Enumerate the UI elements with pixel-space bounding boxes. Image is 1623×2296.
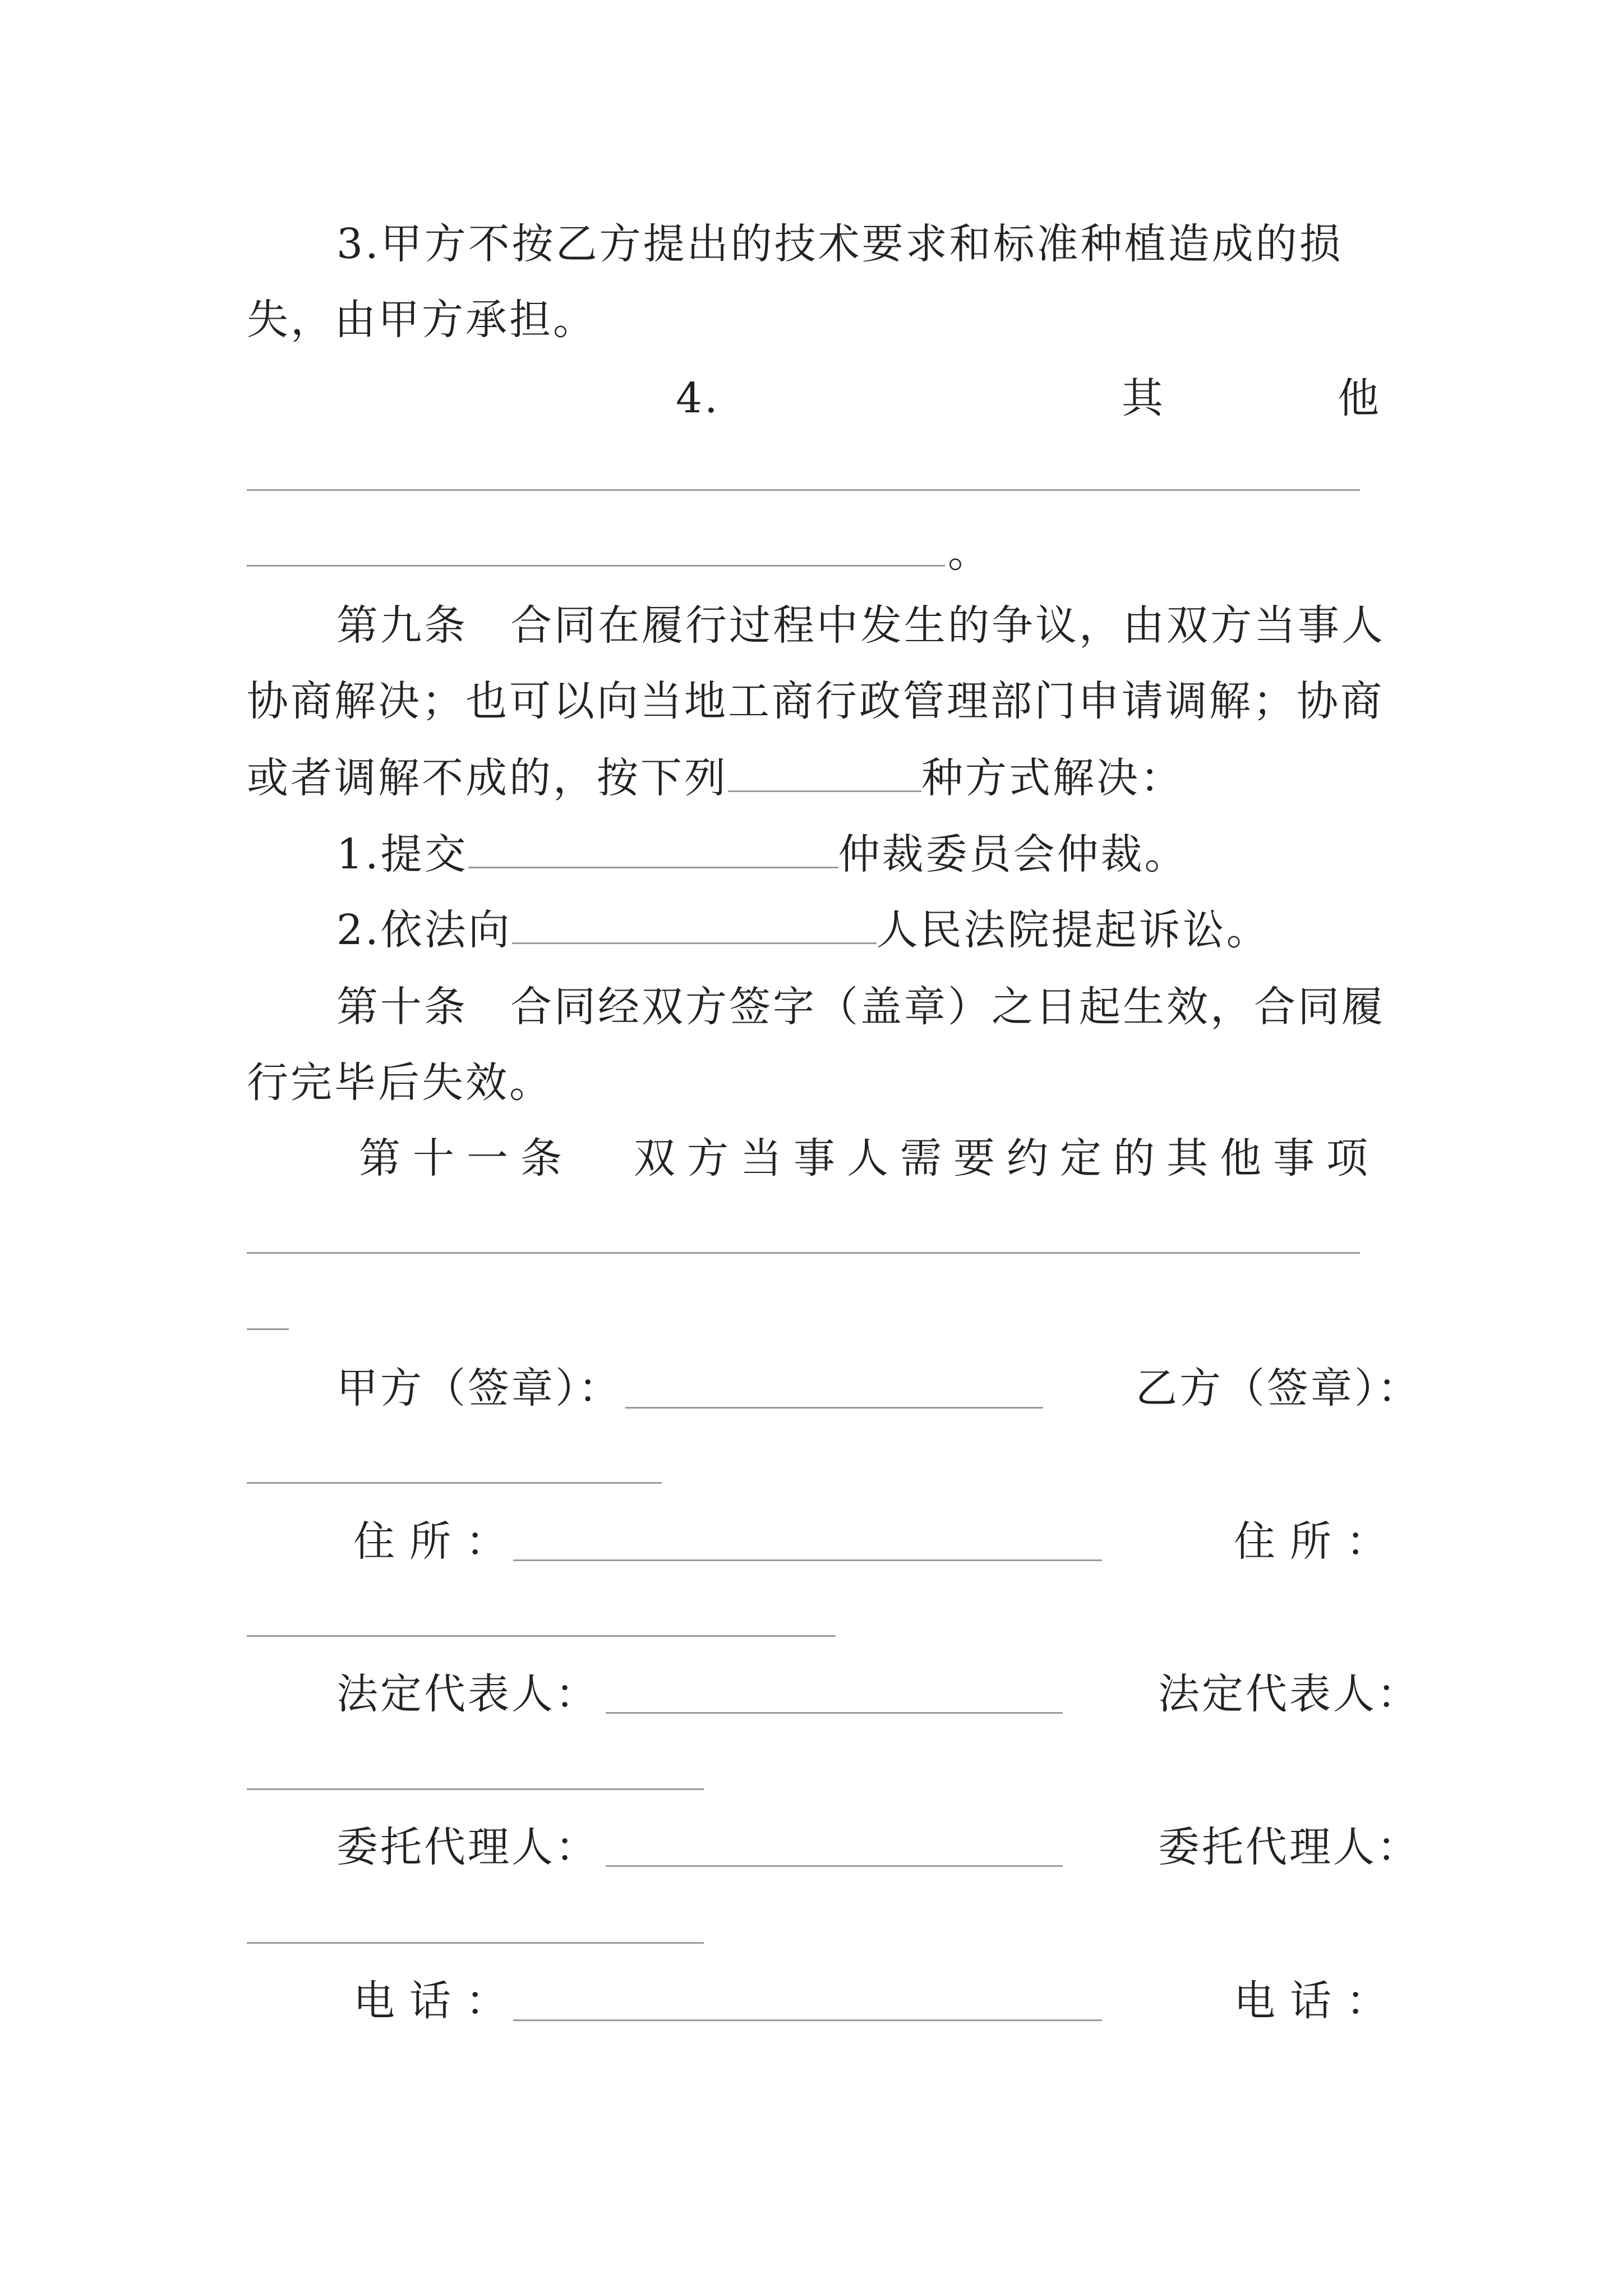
article-10-line-1: 合同经双方签字（盖章）之日起生效，合同履 — [510, 983, 1385, 1031]
article-9-heading: 第九条 — [336, 601, 468, 650]
party-b-seal-field[interactable] — [247, 1482, 662, 1484]
party-a-legal-rep-field[interactable] — [606, 1712, 1063, 1714]
item-4-number: 4. — [676, 374, 720, 422]
party-b-phone-label: 电话： — [1234, 1977, 1402, 2025]
article-9-line-3 — [247, 753, 1184, 803]
party-a-seal-field[interactable] — [625, 1407, 1043, 1409]
article-9-option-2 — [336, 905, 1270, 955]
article-9-line-3-text: 或者调解不成的，按下列 — [247, 754, 728, 802]
party-a-agent-field[interactable] — [606, 1865, 1063, 1867]
article-11-blank-line-1 — [247, 1252, 1360, 1254]
item-3-line-1: 3.甲方不按乙方提出的技术要求和标准种植造成的损 — [336, 220, 1343, 268]
party-a-address-field[interactable] — [513, 1559, 1102, 1561]
item-4-period: 。 — [948, 528, 992, 577]
party-a-phone-field[interactable] — [513, 2019, 1102, 2021]
party-b-address-field[interactable] — [247, 1635, 836, 1637]
article-11-heading: 第十一条 — [359, 1134, 574, 1182]
article-9-line-2: 协商解决；也可以向当地工商行政管理部门申请调解；协商 — [247, 677, 1384, 725]
party-b-address-label: 住所： — [1234, 1517, 1402, 1566]
item-4-word-1: 其 — [1122, 374, 1165, 422]
item-4-word-2: 他 — [1338, 374, 1381, 422]
method-blank[interactable] — [728, 759, 921, 792]
article-10-line-2: 行完毕后失效。 — [247, 1059, 553, 1107]
party-b-legal-rep-field[interactable] — [247, 1788, 704, 1790]
party-b-agent-label: 委托代理人： — [1158, 1823, 1421, 1871]
court-blank[interactable] — [512, 911, 877, 944]
party-a-address-label: 住所： — [353, 1517, 522, 1566]
arbitration-committee-blank[interactable] — [468, 835, 838, 868]
party-b-seal-label: 乙方（签章）： — [1136, 1364, 1421, 1412]
party-b-legal-rep-label: 法定代表人： — [1158, 1670, 1421, 1718]
article-9-line-3-tail: 种方式解决： — [921, 754, 1184, 802]
party-a-seal-label: 甲方（签章）： — [336, 1364, 622, 1412]
article-10-heading: 第十条 — [336, 983, 468, 1031]
article-11-text: 双方当事人需要约定的其他事项 — [634, 1134, 1380, 1182]
party-b-agent-field[interactable] — [247, 1942, 704, 1944]
option-1-label: 1.提交 — [336, 830, 468, 878]
item-4-blank-line-2 — [247, 565, 945, 567]
party-a-phone-label: 电话： — [353, 1977, 522, 2025]
item-3-line-2: 失，由甲方承担。 — [247, 296, 597, 344]
article-9-option-1 — [336, 829, 1188, 880]
option-1-tail: 仲裁委员会仲裁。 — [838, 830, 1188, 878]
option-2-tail: 人民法院提起诉讼。 — [876, 906, 1270, 954]
item-4-blank-line-1 — [247, 489, 1360, 491]
party-a-agent-label: 委托代理人： — [336, 1823, 599, 1871]
article-9-line-1: 合同在履行过程中发生的争议，由双方当事人 — [510, 601, 1385, 650]
article-11-blank-line-2 — [247, 1328, 289, 1330]
party-a-legal-rep-label: 法定代表人： — [336, 1670, 599, 1718]
option-2-label: 2.依法向 — [336, 906, 512, 954]
